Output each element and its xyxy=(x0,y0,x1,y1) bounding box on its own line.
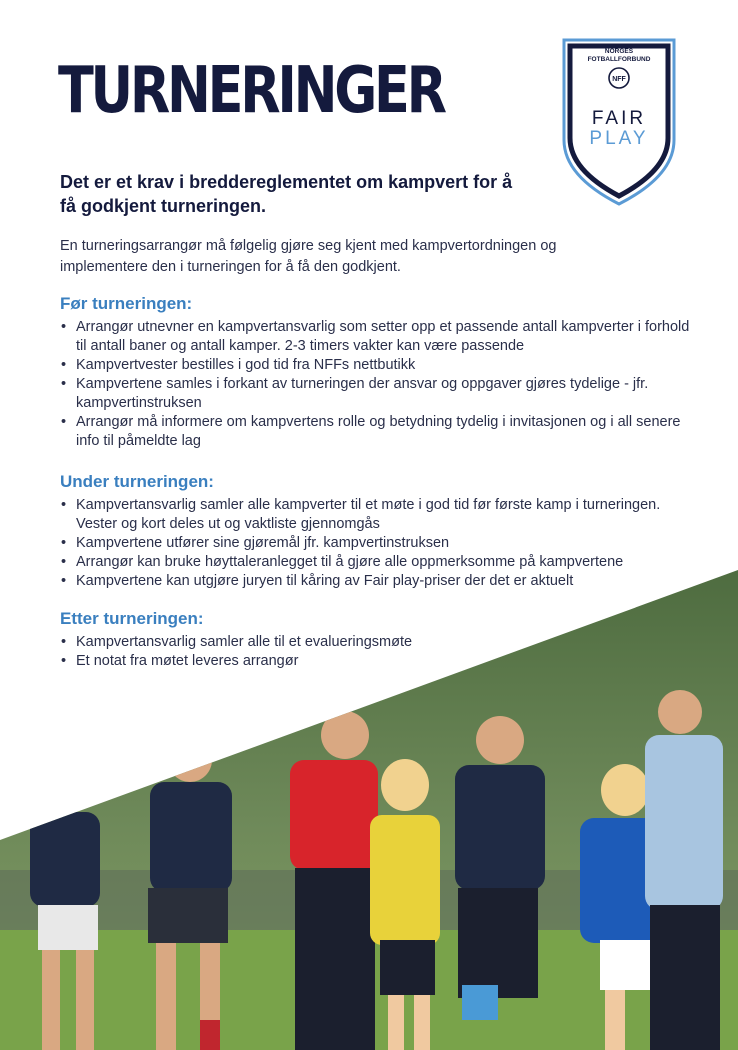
list-item: • Arrangør må informere om kampvertens rolle og betydning tydelig i invitasjonen og i all senere info til påmeldte lag xyxy=(60,413,690,451)
section-heading: Før turneringen: xyxy=(60,294,193,313)
person-right xyxy=(645,690,723,1050)
list-item: • Kampvertene utfører sine gjøremål jfr. kampvertinstruksen xyxy=(60,534,690,553)
list-item: • Kampvertvester bestilles i god tid fra NFFs nettbutikk xyxy=(60,356,690,375)
list-item: • Arrangør kan bruke høyttaleranlegget til å gjøre alle oppmerksomme på kampvertene xyxy=(60,553,690,572)
badge-word-fair: FAIR xyxy=(591,108,647,129)
page-title: TURNERINGER xyxy=(58,54,444,128)
section-heading: Under turneringen: xyxy=(60,472,214,491)
list-item: • Kampvertene samles i forkant av turneringen der ansvar og oppgaver gjøres tydelige - jfr. kampvertinstruksen xyxy=(60,375,690,413)
badge-second-line: FOTBALLFORBUND xyxy=(587,56,651,63)
section-heading: Etter turneringen: xyxy=(60,609,204,628)
lead-paragraph: Det er et krav i breddereglementet om kampvert for å få godkjent turneringen. xyxy=(60,172,513,216)
badge-emblem: NFF xyxy=(612,76,626,83)
list-item: • Kampvertene kan utgjøre juryen til kåring av Fair play-priser der det er aktuelt xyxy=(60,572,690,591)
list-item: • Arrangør utnevner en kampvertansvarlig som setter opp et passende antall kampverter i forhold til antall baner og antall kamper. 2-3 timers vakter kan være passende xyxy=(60,318,690,356)
person-red-shirt xyxy=(290,711,378,1050)
list-item: • Kampvertansvarlig samler alle til et evalueringsmøte xyxy=(60,633,690,652)
list-item: • Et notat fra møtet leveres arrangør xyxy=(60,652,690,671)
badge-top-line: NORGES xyxy=(604,48,634,55)
intro-paragraph: En turneringsarrangør må følgelig gjøre seg kjent med kampvertordningen og implementere den i turneringen for å få den godkjent. xyxy=(60,238,557,275)
badge-word-play: PLAY xyxy=(589,128,649,149)
list-item: • Kampvertansvarlig samler alle kampverter til et møte i god tid før første kamp i turneringen. Vester og kort deles ut og vaktliste gjennomgås xyxy=(60,496,690,534)
